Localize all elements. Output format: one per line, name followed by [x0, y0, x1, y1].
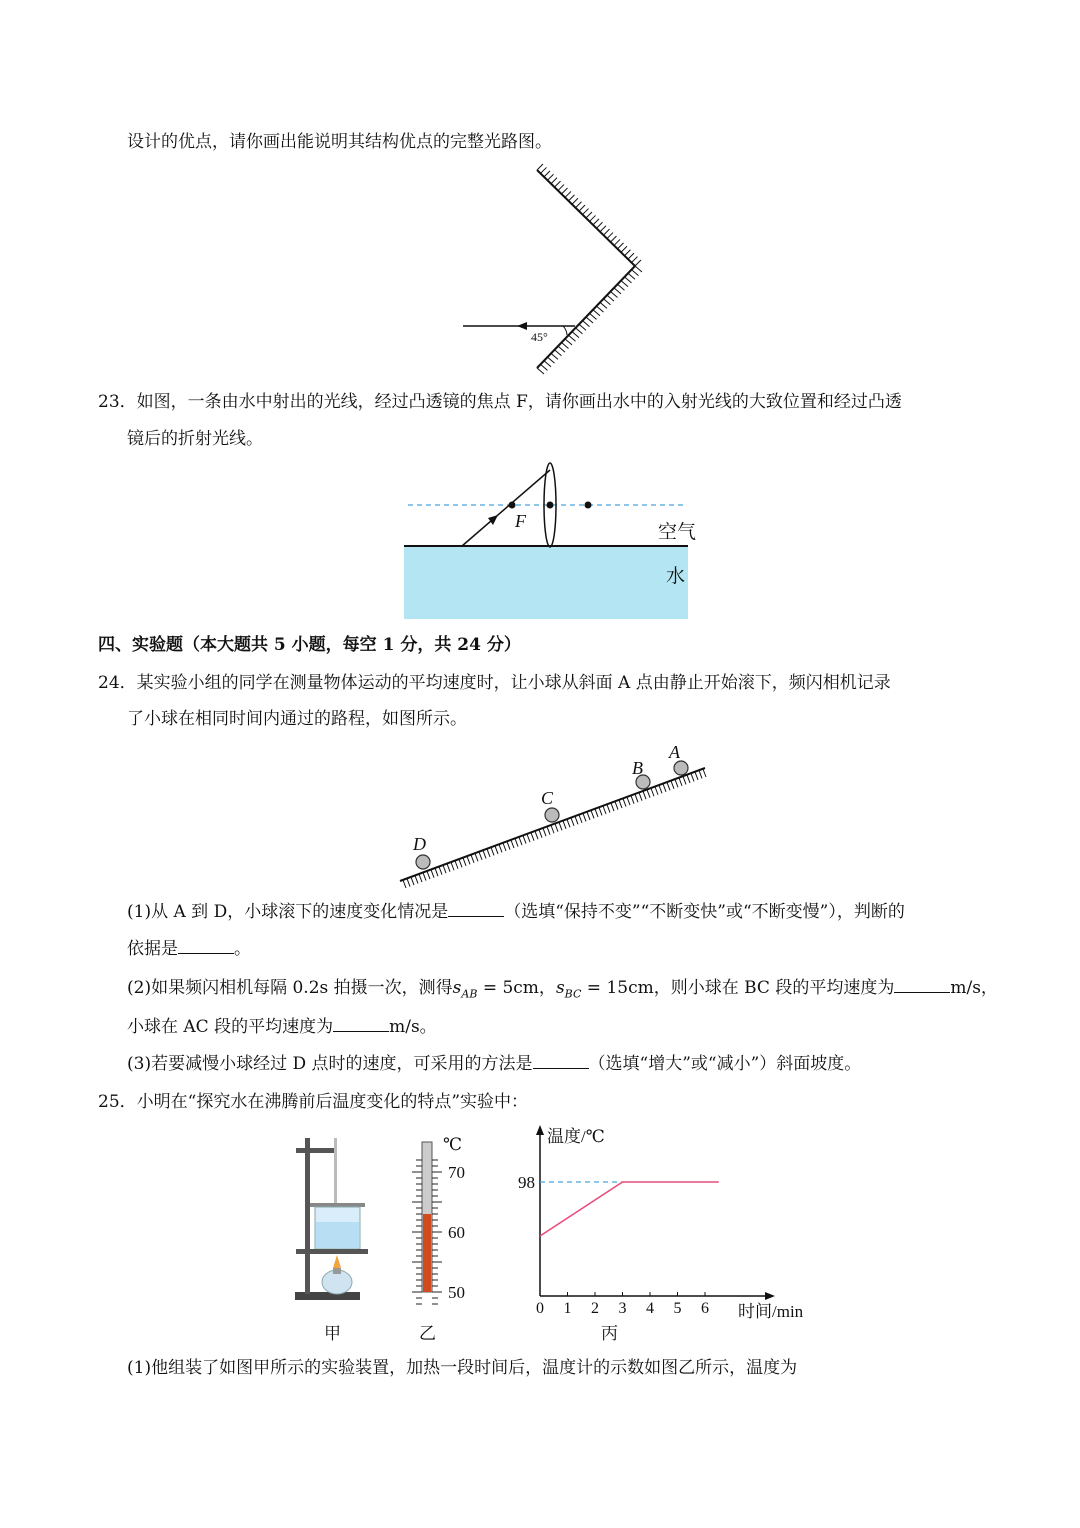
hatch-mark: [583, 813, 586, 821]
lower-mirror-hatch: [537, 266, 642, 374]
apparatus-figure: [290, 1130, 380, 1305]
q22-text: 设计的优点，请你画出能说明其结构优点的完整光路图。: [127, 132, 552, 152]
air-label: 空气: [658, 522, 697, 543]
hatch-mark: [625, 277, 632, 283]
clamp-top: [296, 1148, 336, 1153]
hatch-mark: [403, 880, 406, 888]
q24-part1-basis: 依据是 。: [127, 939, 251, 959]
q24-part1: (1)从 A 到 D，小球滚下的速度变化情况是 （选填“保持不变”“不断变快”或“不断变慢”），判断的: [127, 902, 905, 922]
hatch-mark: [555, 181, 561, 187]
section-heading: 四、实验题（本大题共 5 小题，每空 1 分，共 24 分）: [98, 635, 521, 655]
hatch-mark: [618, 284, 625, 290]
hatch-mark: [632, 257, 638, 263]
hatch-mark: [671, 781, 674, 789]
hatch-mark: [475, 853, 478, 861]
hatch-mark: [615, 802, 618, 810]
hatch-mark: [523, 836, 526, 844]
hatch-mark: [479, 852, 482, 860]
hatch-mark: [443, 865, 446, 873]
thermometer-figure: [405, 1132, 485, 1307]
hatch-mark: [576, 202, 582, 208]
hatch-mark: [471, 855, 474, 863]
tick-label-70: 70: [448, 1163, 465, 1182]
ball-A: [674, 761, 688, 775]
hatch-mark: [590, 313, 597, 319]
hatch-mark: [632, 270, 639, 276]
lens-center: [547, 502, 554, 509]
answer-blank[interactable]: [448, 901, 504, 917]
hatch-mark: [603, 806, 606, 814]
hatch-mark: [558, 185, 564, 191]
ball-D: [416, 855, 430, 869]
hatch-mark: [635, 266, 642, 272]
hatch-mark: [423, 873, 426, 881]
hatch-mark: [519, 837, 522, 845]
hatch-mark: [643, 791, 646, 799]
hatch-mark: [621, 281, 628, 287]
flame: [333, 1255, 341, 1268]
y-axis-arrow: [536, 1125, 544, 1135]
incline-surface: [400, 768, 705, 881]
x-tick-label: 5: [673, 1300, 682, 1317]
answer-blank[interactable]: [894, 977, 950, 993]
label-A: A: [669, 742, 680, 762]
hatch-mark: [569, 195, 575, 201]
hatch-mark: [619, 800, 622, 808]
hatch-mark: [621, 246, 627, 252]
stand-base: [295, 1292, 360, 1300]
thermometer-unit: ℃: [443, 1135, 463, 1154]
hatch-mark: [587, 812, 590, 820]
x-tick-label: 4: [646, 1300, 654, 1317]
water-region: [404, 546, 688, 619]
tick-label-50: 50: [448, 1283, 465, 1302]
q23-line2: 镜后的折射光线。: [127, 429, 263, 449]
angle-arc: [563, 326, 567, 335]
hatch-mark: [467, 856, 470, 864]
hatch-mark: [583, 209, 589, 215]
hatch-mark: [543, 828, 546, 836]
hatch-mark: [559, 822, 562, 830]
hatch-mark: [583, 321, 590, 327]
hatch-mark: [551, 178, 557, 184]
hatch-mark: [659, 785, 662, 793]
hatch-mark: [699, 770, 702, 778]
hatch-mark: [611, 236, 617, 242]
hatch-mark: [586, 212, 592, 218]
hatch-mark: [547, 827, 550, 835]
q24-part3: (3)若要减慢小球经过 D 点时的速度，可采用的方法是 （选填“增大”或“减小”）斜面坡度。: [127, 1054, 862, 1074]
hatch-mark: [623, 799, 626, 807]
tick-label-60: 60: [448, 1223, 465, 1242]
water-in-beaker: [316, 1222, 359, 1248]
hatch-mark: [647, 790, 650, 798]
hatch-mark: [555, 350, 562, 356]
x-tick-label: 2: [591, 1300, 599, 1317]
ray-arrow: [488, 515, 498, 525]
hatch-mark: [618, 243, 624, 249]
hatch-mark: [600, 302, 607, 308]
hatch-mark: [675, 779, 678, 787]
hatch-mark: [614, 239, 620, 245]
focus-point-left: [509, 502, 516, 509]
hatch-mark: [459, 859, 462, 867]
hatch-mark: [565, 339, 572, 345]
lamp-neck: [333, 1268, 341, 1274]
hatch-mark: [527, 834, 530, 842]
hatch-mark: [590, 215, 596, 221]
hatch-mark: [503, 843, 506, 851]
q24-line2: 了小球在相同时间内通过的路程，如图所示。: [127, 709, 467, 729]
hatch-mark: [548, 357, 555, 363]
hatch-mark: [635, 794, 638, 802]
hatch-mark: [597, 222, 603, 228]
hatch-mark: [555, 824, 558, 832]
hatch-mark: [463, 858, 466, 866]
hatch-mark: [507, 842, 510, 850]
hatch-mark: [593, 310, 600, 316]
hatch-mark: [435, 868, 438, 876]
x-tick-label: 3: [618, 1300, 627, 1317]
hatch-mark: [651, 788, 654, 796]
x-tick-label: 0: [536, 1300, 544, 1317]
caption-jia: 甲: [324, 1324, 341, 1344]
q23-line1: 23．如图，一条由水中射出的光线，经过凸透镜的焦点 F，请你画出水中的入射光线的大致位置和经过凸透: [98, 392, 902, 412]
stand-rod: [305, 1138, 310, 1294]
hatch-mark: [483, 850, 486, 858]
ray-arrow: [517, 322, 527, 330]
hatch-mark: [451, 862, 454, 870]
hatch-mark: [576, 328, 583, 334]
x-tick-label: 6: [701, 1300, 709, 1317]
hatch-mark: [562, 188, 568, 194]
hatch-mark: [515, 839, 518, 847]
hatch-mark: [427, 871, 430, 879]
q24-part2: (2)如果频闪相机每隔 0.2s 拍摄一次，测得$s_{AB} = 5cm$，$s_{BC} = 15cm$，则小球在 BC 段的平均速度为 m/s，: [127, 978, 998, 1001]
hatch-mark: [691, 773, 694, 781]
hatch-mark: [541, 364, 548, 370]
hatch-mark: [703, 769, 706, 777]
mirror-diagram: [455, 163, 655, 378]
thermometer-liquid: [423, 1214, 431, 1292]
hatch-mark: [572, 198, 578, 204]
hatch-mark: [611, 803, 614, 811]
hatch-mark: [679, 778, 682, 786]
hatch-mark: [499, 844, 502, 852]
hatch-mark: [544, 171, 550, 177]
hatch-mark: [537, 164, 543, 170]
incline-diagram: [395, 738, 715, 888]
hatch-mark: [511, 840, 514, 848]
hatch-mark: [597, 306, 604, 312]
focus-label: F: [515, 511, 526, 531]
hatch-mark: [531, 833, 534, 841]
hatch-mark: [579, 815, 582, 823]
hatch-mark: [563, 821, 566, 829]
hatch-mark: [572, 332, 579, 338]
hatch-mark: [558, 346, 565, 352]
hatch-mark: [575, 816, 578, 824]
hatch-mark: [604, 299, 611, 305]
hatch-mark: [455, 861, 458, 869]
series-line: [540, 1182, 719, 1236]
hatch-mark: [491, 847, 494, 855]
hatch-mark: [627, 797, 630, 805]
focus-point-right: [585, 502, 592, 509]
answer-blank[interactable]: [333, 1016, 389, 1032]
hatch-mark: [487, 849, 490, 857]
hatch-mark: [635, 260, 641, 266]
hatch-mark: [419, 874, 422, 882]
hatch-mark: [548, 174, 554, 180]
label-D: D: [413, 834, 426, 854]
q24-line1: 24．某实验小组的同学在测量物体运动的平均速度时，让小球从斜面 A 点由静止开始滚下，频闪相机记录: [98, 673, 891, 693]
y-tick-label-98: 98: [518, 1173, 535, 1192]
hatch-mark: [541, 167, 547, 173]
incline-hatch: [403, 769, 706, 888]
hatch-mark: [411, 877, 414, 885]
ring-support: [296, 1249, 368, 1254]
hatch-mark: [539, 830, 542, 838]
hatch-mark: [595, 809, 598, 817]
lens-diagram: [400, 460, 700, 622]
temperature-chart: [512, 1122, 822, 1322]
x-axis-arrow: [765, 1292, 775, 1300]
x-tick-label: 1: [563, 1300, 572, 1317]
upper-mirror-hatch: [537, 164, 641, 266]
caption-bing: 丙: [601, 1324, 618, 1344]
hatch-mark: [591, 810, 594, 818]
hatch-mark: [571, 818, 574, 826]
hatch-mark: [586, 317, 593, 323]
hatch-mark: [565, 191, 571, 197]
hatch-mark: [599, 807, 602, 815]
q25-part1: (1)他组装了如图甲所示的实验装置，加热一段时间后，温度计的示数如图乙所示，温度为: [127, 1358, 798, 1378]
hatch-mark: [611, 292, 618, 298]
hatch-mark: [600, 226, 606, 232]
ball-C: [545, 808, 559, 822]
hatch-mark: [604, 229, 610, 235]
hatch-mark: [628, 253, 634, 259]
water-label: 水: [666, 566, 686, 587]
hatch-mark: [614, 288, 621, 294]
hatch-mark: [431, 870, 434, 878]
hatch-mark: [607, 233, 613, 239]
light-ray: [462, 470, 550, 546]
hatch-mark: [625, 250, 631, 256]
hatch-mark: [667, 782, 670, 790]
hatch-mark: [683, 776, 686, 784]
angle-label: 45°: [531, 330, 548, 344]
hatch-mark: [655, 787, 658, 795]
hatch-mark: [579, 324, 586, 330]
hatch-mark: [537, 368, 544, 374]
hatch-mark: [663, 784, 666, 792]
hatch-mark: [439, 867, 442, 875]
hatch-mark: [687, 775, 690, 783]
hatch-mark: [607, 295, 614, 301]
hatch-mark: [631, 796, 634, 804]
caption-yi: 乙: [419, 1324, 436, 1344]
hatch-mark: [544, 361, 551, 367]
q25-line1: 25．小明在“探究水在沸腾前后温度变化的特点”实验中：: [98, 1092, 529, 1112]
q24-part2-ac: 小球在 AC 段的平均速度为 m/s。: [127, 1017, 437, 1037]
hatch-mark: [562, 343, 569, 349]
hatch-mark: [551, 353, 558, 359]
hatch-mark: [495, 846, 498, 854]
y-axis-label: 温度/℃: [547, 1127, 605, 1146]
hatch-mark: [695, 772, 698, 780]
label-C: C: [541, 788, 554, 808]
hatch-mark: [415, 876, 418, 884]
hatch-mark: [551, 825, 554, 833]
hatch-mark: [569, 335, 576, 341]
hatch-mark: [567, 819, 570, 827]
x-axis-label: 时间/min: [738, 1302, 804, 1321]
label-B: B: [632, 758, 643, 778]
hatch-mark: [535, 831, 538, 839]
answer-blank[interactable]: [178, 938, 234, 954]
hatch-mark: [639, 793, 642, 801]
hatch-mark: [407, 879, 410, 887]
answer-blank[interactable]: [533, 1053, 589, 1069]
hatch-mark: [628, 273, 635, 279]
hatch-mark: [447, 864, 450, 872]
hatch-mark: [593, 219, 599, 225]
hatch-mark: [607, 805, 610, 813]
gauze-plate: [310, 1203, 365, 1207]
hatch-mark: [579, 205, 585, 211]
